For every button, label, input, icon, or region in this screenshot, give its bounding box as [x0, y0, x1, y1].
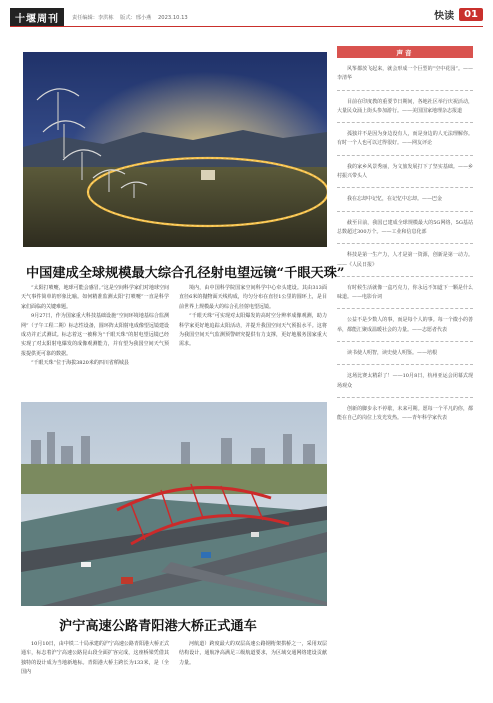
article2-paragraph: 10月10日，由中铁二十局承建的沪宁高速公路青阳港大桥正式通车，标志着沪宁高速公路昆山段全面扩容完成，这座桥梁凭借其独特的设计成为当地新地标。青阳港大桥主跨长为133米，是（全国内	[21, 641, 169, 676]
article1-col1	[21, 284, 169, 376]
masthead	[0, 0, 493, 28]
article1-headline: 中国建成全球规模最大综合孔径射电望远镜“千眼天珠”	[26, 266, 345, 281]
sidebar-quote: 这场比赛太精彩了！——10月8日，杭州亚运会闭幕式现场观众	[337, 364, 473, 391]
sidebar-quote: 风筝都放飞起来，就会形成一个巨型的“空中花园”。——李清华	[337, 66, 473, 82]
editor-credit: 责任编辑：李洪栋	[72, 15, 114, 21]
article1-paragraph: “千眼天珠”位于海拔3820米的四川省稻城县	[31, 360, 129, 367]
sidebar-quote: 科技是第一生产力，人才是第一资源，创新是第一动力。——《人民日报》	[337, 243, 473, 270]
issue-date: 2023.10.13	[157, 15, 188, 21]
article1-paragraph: 境内，由中国科学院国家空间科学中心牵头建设。其由313面直径6米的抛物面天线构成，均匀分布在直径1公里的圆环上，是目前世界上规模最大的综合孔径射电望远镜。	[179, 285, 327, 310]
article2-headline: 沪宁高速公路青阳港大桥正式通车	[59, 619, 257, 634]
sidebar-quote: 读书使人明智，读史使人明鉴。——培根	[337, 341, 473, 358]
article2-paragraph: 河航道）跨度最大的双层高速公路钢桁架拱桥之一，采用双层结构设计，通航净高满足三级航道要求，为区域交通网络建设贡献力量。	[179, 641, 327, 666]
sidebar-quote: 截至目前，我国已建成全球规模最大的5G网络，5G基站总数超过300万个。——工业和信息化部	[337, 211, 473, 238]
article1-body	[21, 284, 327, 376]
sidebar-quote: 目前在印度教的重要节日期间，各地社区举行庆祝活动，大量民众涌上街头参加游行。——美国国家地理杂志报道	[337, 90, 473, 117]
masthead-left	[10, 8, 193, 27]
sidebar-quote: 有时候生活就像一盒巧克力，你永远不知道下一颗是什么味道。——电影台词	[337, 276, 473, 303]
paper-logo: 十堰周刊	[10, 8, 64, 27]
article2-body	[21, 640, 327, 700]
article2-col1	[21, 640, 169, 700]
article1-paragraph: “千眼天珠”可实现对太阳爆发的高时空分辨率成像观测，助力科学家更好地追踪太阳活动，并提升我国空间天气预报水平。这将为我国空间天气监测预警研究提供有力支撑，更好地服务国家重大需求。	[179, 313, 327, 348]
sidebar-header: 声音	[337, 46, 473, 58]
article1-paragraph: 9月27日，作为国家重大科技基础设施“空间环境地基综合监测网”（子午工程二期）标志性设备，圆环阵太阳射电成像望远镜建设成功并正式测试。标志着这一被称为“千眼天珠”的射电望远镜已经实现了对太阳射电爆发的成像观测能力，并有望为我国空间天气预报提供更可靠的数据。	[21, 313, 169, 357]
masthead-meta	[72, 14, 193, 21]
masthead-rule	[10, 26, 483, 27]
bridge-photo	[21, 402, 327, 606]
sidebar-quote: 我的家乡风景秀丽，为文旅发展打下了坚实基础。——乡村振兴带头人	[337, 155, 473, 182]
sidebar-quote: 创新的脚步永不停歇，未来可期。愿每一个平凡的你，都能在自己的岗位上发光发热。——青年科学家代表	[337, 397, 473, 424]
sidebar-quote: 孤独并不是因为身边没有人，而是身边的人无法理解你。有时一个人也可以过得很好。——网友评论	[337, 122, 473, 149]
article2-col2	[179, 640, 327, 700]
masthead-right	[434, 7, 483, 22]
voices-sidebar	[337, 46, 473, 696]
design-credit: 版式：邢小燕	[120, 15, 152, 21]
radio-telescope-photo	[23, 52, 327, 247]
article1-col2	[179, 284, 327, 376]
page-number: 01	[459, 8, 483, 21]
sidebar-quote: 我在忘却中记忆，在记忆中忘却。——巴金	[337, 187, 473, 204]
section-name: 快读	[434, 11, 455, 22]
article1-paragraph: “太阳打喷嚏，地球可能会感冒。”这是空间科学家们对地球空间天气事件简单的形象比喻。如何精准监测太阳“打喷嚏”一直是科学家们面临的关键难题。	[21, 285, 169, 310]
sidebar-quote: 公益不是少数人的事，而是每个人的事。每一个微小的善举，都能汇聚成温暖社会的力量。——志愿者代表	[337, 308, 473, 335]
